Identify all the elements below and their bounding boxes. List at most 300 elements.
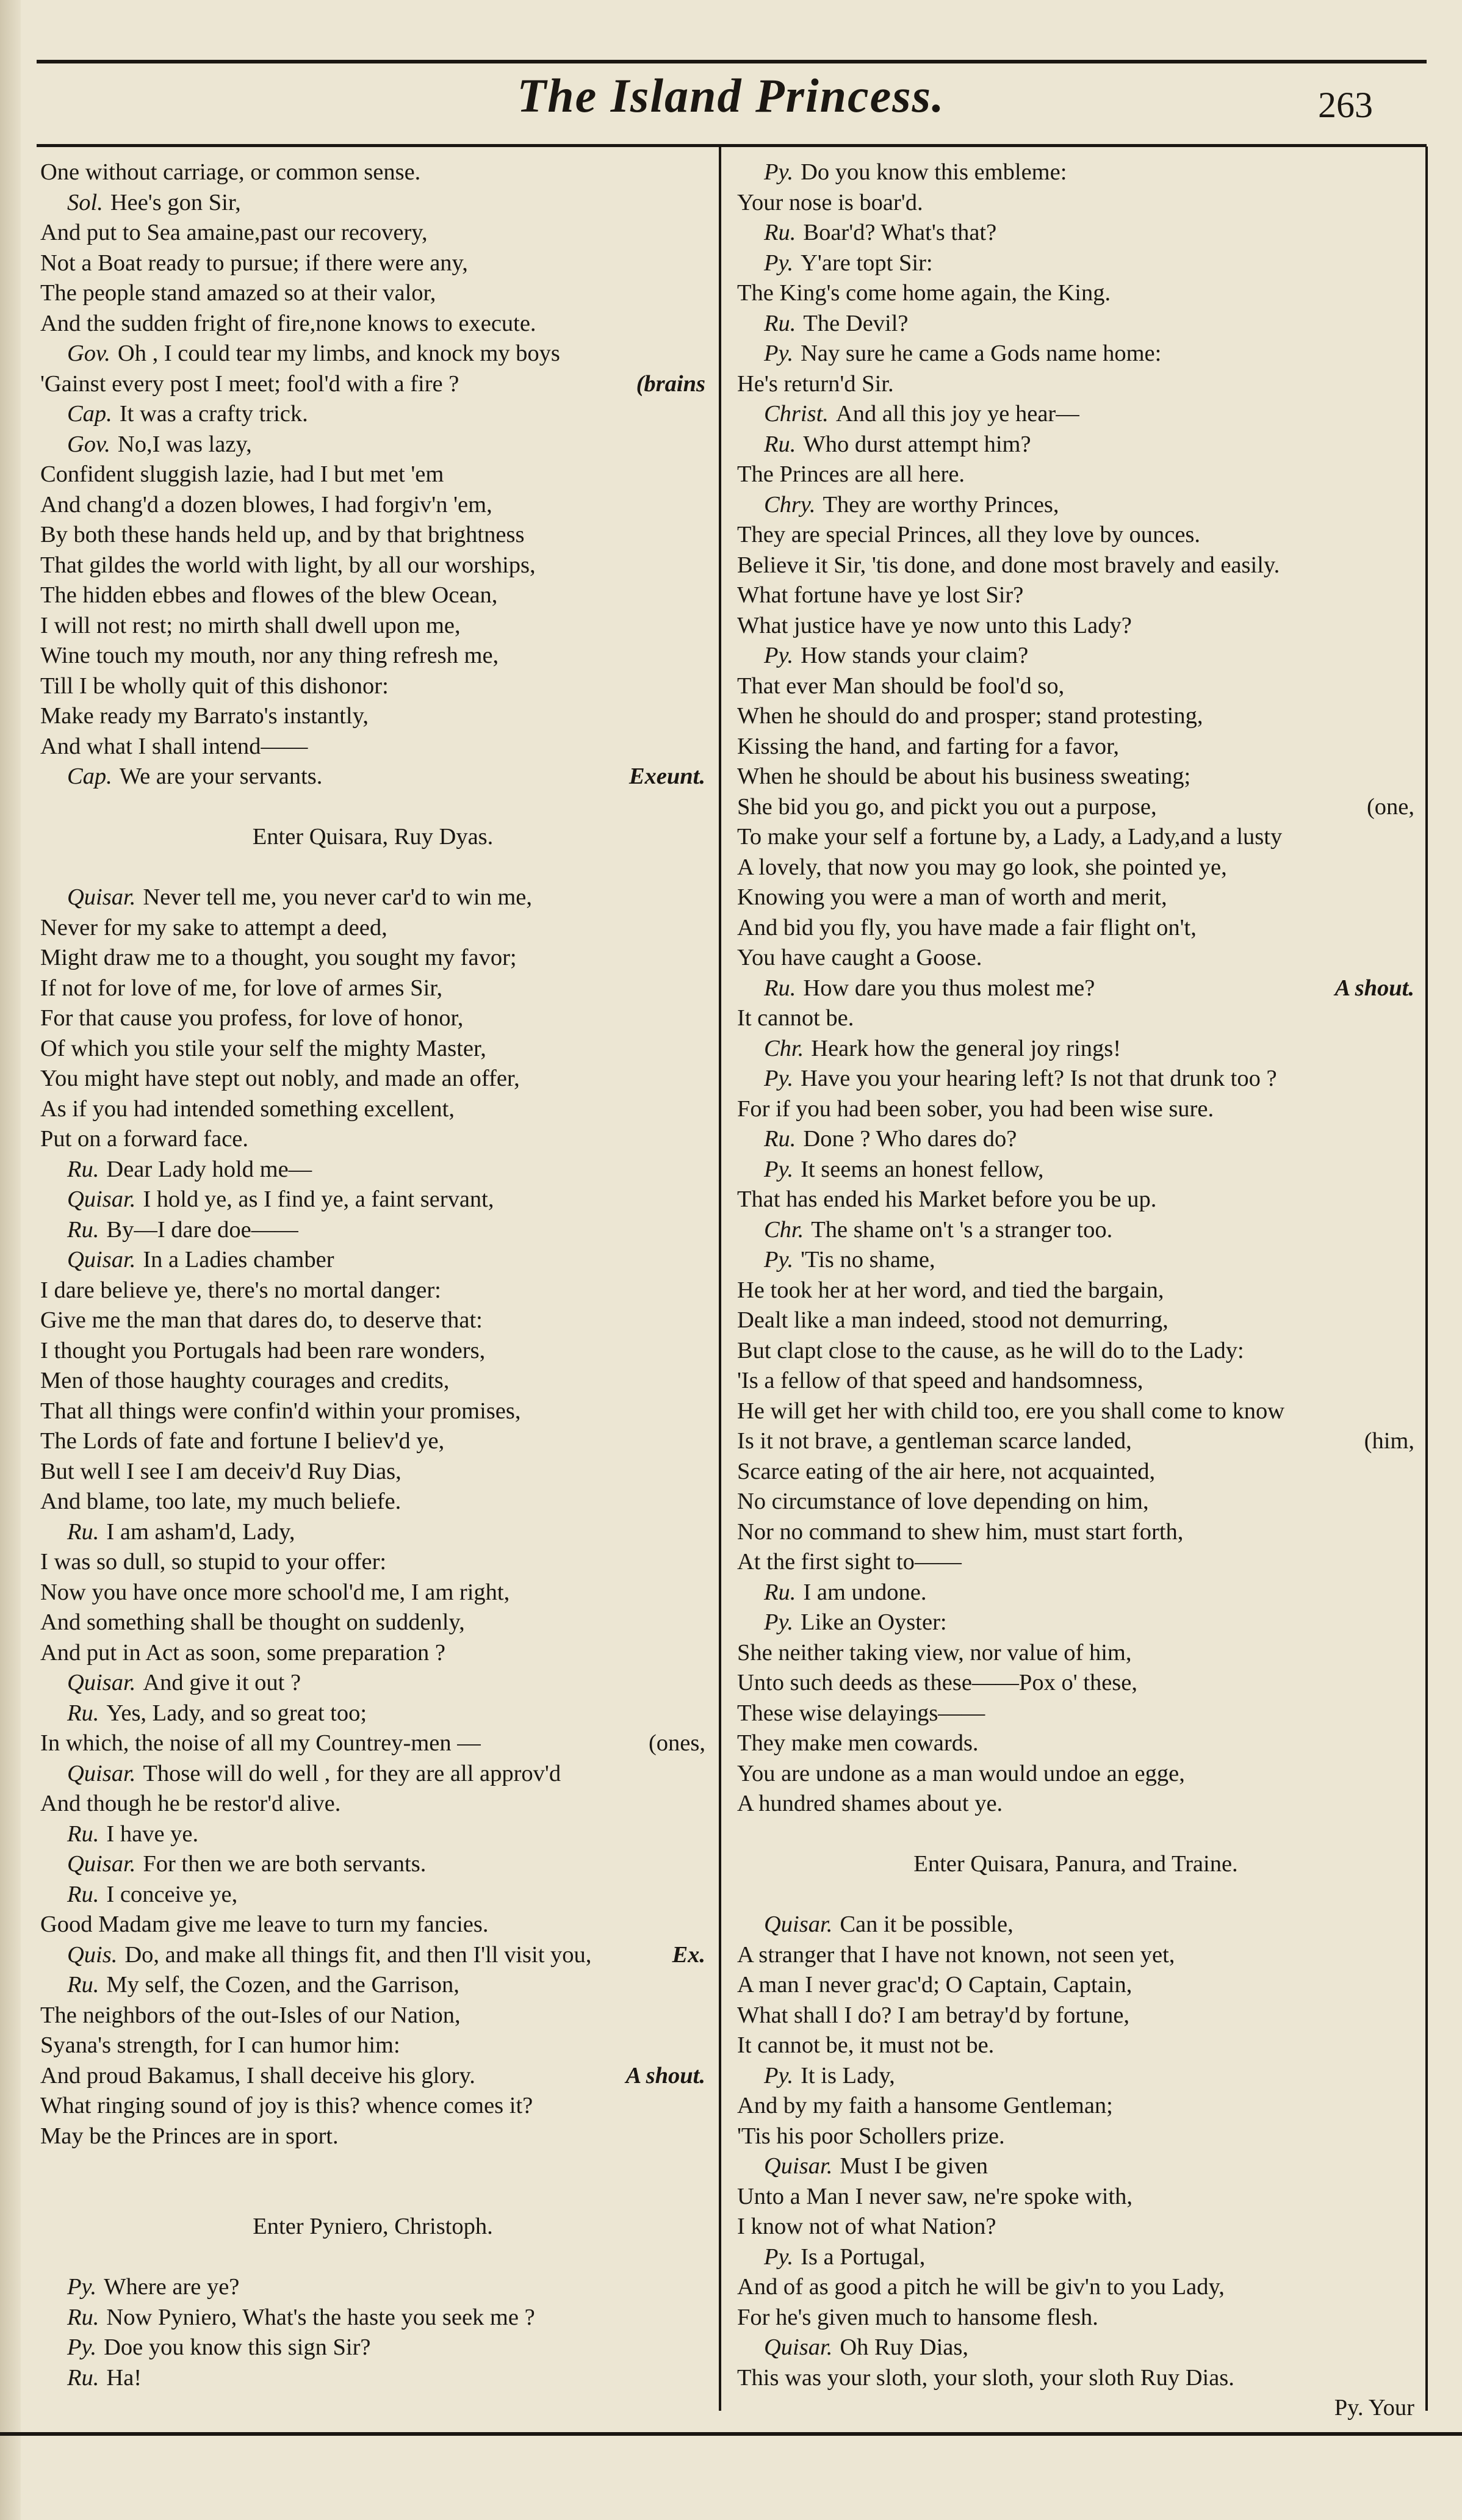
speaker-label: Ru. <box>67 1881 99 1907</box>
verse-line <box>737 1305 1414 1336</box>
dialogue-line <box>737 1155 1414 1185</box>
speaker-label: Chry. <box>764 491 816 518</box>
speaker-label: Cap. <box>67 764 112 789</box>
line-text: I have ye. <box>106 1821 199 1847</box>
speaker-label: Quisar. <box>764 2153 833 2179</box>
verse-line <box>737 369 1414 400</box>
verse-line <box>40 580 705 611</box>
line-text: What shall I do? I am betray'd by fortune, <box>737 2002 1130 2028</box>
line-text: Make ready my Barrato's instantly, <box>40 703 369 729</box>
line-text: To make your self a fortune by, a Lady, a Lady,and a lusty <box>737 824 1283 850</box>
line-text: I was so dull, so stupid to your offer: <box>40 1549 387 1575</box>
line-text: I thought you Portugals had been rare wonders, <box>40 1337 486 1363</box>
blank-line <box>40 2182 705 2212</box>
stage-direction-entrance: Enter Pyniero, Christoph. <box>253 2214 493 2239</box>
speaker-label: Ru. <box>67 2304 99 2330</box>
dialogue-line <box>40 1215 705 1246</box>
speaker-label: Py. <box>67 2334 97 2360</box>
page-number: 263 <box>1318 85 1373 125</box>
dialogue-line <box>40 430 705 460</box>
speaker-label: Py. <box>764 1156 794 1182</box>
line-text: And by my faith a hansome Gentleman; <box>737 2093 1113 2118</box>
speaker-label: Quisar. <box>67 1247 136 1273</box>
verse-line <box>40 1094 705 1125</box>
verse-line <box>40 551 705 581</box>
dialogue-line <box>737 1910 1414 1940</box>
line-text: No circumstance of love depending on him, <box>737 1489 1149 1514</box>
column-divider <box>719 146 721 2411</box>
verse-line <box>737 1728 1414 1759</box>
dialogue-line <box>40 1185 705 1215</box>
line-text: Dealt like a man indeed, stood not demurring, <box>737 1307 1169 1333</box>
speaker-label: Py. <box>764 643 794 668</box>
line-text: But well I see I am deceiv'd Ruy Dias, <box>40 1458 402 1484</box>
line-text: I am undone. <box>803 1579 927 1605</box>
verse-line <box>40 278 705 309</box>
stage-direction-entrance: Enter Quisara, Panura, and Traine. <box>913 1851 1238 1877</box>
line-text: No,I was lazy, <box>117 431 252 457</box>
dialogue-line <box>737 1608 1414 1638</box>
line-text: Never tell me, you never car'd to win me, <box>143 884 533 910</box>
verse-line <box>737 1638 1414 1669</box>
speaker-label: Ru. <box>67 1821 99 1847</box>
dialogue-line <box>40 1517 705 1548</box>
line-text: Put on a forward face. <box>40 1126 249 1152</box>
line-text: And though he be restor'd alive. <box>40 1791 341 1816</box>
line-text: Unto such deeds as these——Pox o' these, <box>737 1670 1137 1695</box>
verse-line <box>40 641 705 671</box>
line-text: The Princes are all here. <box>737 461 965 487</box>
line-text: As if you had intended something excellent, <box>40 1096 455 1122</box>
line-text: Give me the man that dares do, to deserve that: <box>40 1307 483 1333</box>
dialogue-line <box>737 218 1414 248</box>
verse-line <box>40 1336 705 1367</box>
verse-line <box>40 1457 705 1487</box>
speaker-label: Py. <box>764 1247 794 1273</box>
verse-line <box>737 2091 1414 2121</box>
speaker-label: Ru. <box>67 1216 99 1243</box>
verse-line <box>737 2212 1414 2242</box>
line-text: She bid you go, and pickt you out a purpose, <box>737 793 1157 820</box>
verse-line <box>737 701 1414 732</box>
line-text: Done ? Who dares do? <box>803 1126 1017 1152</box>
speaker-label: Quis. <box>67 1941 118 1968</box>
line-text: Nor no command to shew him, must start forth, <box>737 1518 1184 1545</box>
dialogue-line <box>737 1215 1414 1246</box>
verse-line <box>40 309 705 339</box>
line-text: He's return'd Sir. <box>737 370 894 397</box>
line-text: This was your sloth, your sloth, your sloth Ruy Dias. <box>737 2364 1234 2391</box>
verse-line <box>737 1940 1414 1971</box>
line-text: Kissing the hand, and farting for a favor, <box>737 733 1120 759</box>
dialogue-line <box>40 339 705 369</box>
line-text: Do, and make all things fit, and then I'll visit you, <box>124 1941 592 1968</box>
line-text: And of as good a pitch he will be giv'n to you Lady, <box>737 2274 1225 2300</box>
line-text: These wise delayings—— <box>737 1700 985 1726</box>
dialogue-line <box>737 641 1414 671</box>
line-text: Those will do well , for they are all approv'd <box>143 1760 561 1786</box>
verse-line <box>737 188 1414 218</box>
dialogue-line <box>737 2333 1414 2363</box>
line-text: For if you had been sober, you had been wise sure. <box>737 1096 1214 1122</box>
line-text: It cannot be. <box>737 1005 854 1031</box>
speaker-label: Quisar. <box>67 884 136 910</box>
dialogue-line <box>40 1819 705 1850</box>
line-text: A hundred shames about ye. <box>737 1791 1003 1816</box>
line-text: That has ended his Market before you be up. <box>737 1186 1157 1212</box>
verse-line <box>737 2363 1414 2394</box>
dialogue-line <box>40 1759 705 1789</box>
verse-line <box>40 913 705 944</box>
verse-line <box>737 1789 1414 1819</box>
speaker-label: Py. <box>764 2244 794 2270</box>
verse-line <box>737 1517 1414 1548</box>
line-text: Doe you know this sign Sir? <box>104 2334 371 2360</box>
verse-line <box>40 732 705 762</box>
dialogue-line <box>737 1034 1414 1064</box>
turnover-text: Py. Your <box>1334 2395 1414 2421</box>
stage-direction-margin: Exeunt. <box>628 764 705 789</box>
verse-line <box>737 1547 1414 1578</box>
line-text: Now Pyniero, What's the haste you seek me ? <box>106 2304 535 2330</box>
speaker-label: Chr. <box>764 1035 804 1061</box>
dialogue-line <box>737 309 1414 339</box>
verse-line <box>737 943 1414 973</box>
line-text: She neither taking view, nor value of him, <box>737 1639 1132 1666</box>
verse-line <box>40 1728 705 1759</box>
stage-direction-margin: A shout. <box>1334 975 1414 1001</box>
footer-rule <box>0 2432 1462 2436</box>
speaker-label: Py. <box>764 2062 794 2089</box>
speaker-label: Quisar. <box>67 1851 136 1877</box>
line-text: Can it be possible, <box>840 1912 1014 1937</box>
verse-line <box>40 2061 705 2092</box>
line-text: Unto a Man I never saw, ne're spoke with, <box>737 2183 1133 2209</box>
verse-line <box>40 1426 705 1457</box>
verse-line <box>40 1789 705 1819</box>
line-text: The hidden ebbes and flowes of the blew Ocean, <box>40 582 498 608</box>
line-text: He will get her with child too, ere you shall come to know <box>737 1398 1285 1424</box>
speaker-label: Quisar. <box>764 1912 833 1937</box>
line-text: It is Lady, <box>801 2062 895 2089</box>
verse-line <box>40 490 705 521</box>
line-text: How dare you thus molest me? <box>803 975 1095 1001</box>
verse-line <box>737 822 1414 853</box>
page-header-title: The Island Princess. <box>517 69 945 122</box>
line-text: Oh Ruy Dias, <box>840 2334 969 2360</box>
line-text: When he should do and prosper; stand protesting, <box>737 703 1203 729</box>
verse-line <box>737 2303 1414 2333</box>
dialogue-line <box>737 973 1414 1004</box>
line-text: The people stand amazed so at their valor, <box>40 280 436 306</box>
verse-line <box>737 1759 1414 1789</box>
line-text: 'Tis no shame, <box>801 1247 935 1273</box>
line-text: And something shall be thought on suddenly, <box>40 1609 465 1635</box>
line-text: They are worthy Princes, <box>823 491 1059 518</box>
line-text: And put to Sea amaine,past our recovery, <box>40 220 428 245</box>
dialogue-line <box>40 399 705 430</box>
speaker-label: Quisar. <box>67 1760 136 1786</box>
line-text: Good Madam give me leave to turn my fancies. <box>40 1912 489 1937</box>
dialogue-line <box>737 399 1414 430</box>
line-text: That all things were confin'd within your promises, <box>40 1398 521 1424</box>
blank-line <box>40 792 705 823</box>
verse-line <box>40 2001 705 2031</box>
line-text: Confident sluggish lazie, had I but met 'em <box>40 461 444 487</box>
line-text: He took her at her word, and tied the bargain, <box>737 1277 1164 1303</box>
line-text: Heark how the general joy rings! <box>811 1035 1122 1061</box>
blank-line <box>40 853 705 883</box>
speaker-label: Gov. <box>67 341 110 366</box>
line-text: They make men cowards. <box>737 1730 979 1756</box>
line-text: The shame on't 's a stranger too. <box>811 1216 1113 1243</box>
speaker-label: Quisar. <box>764 2334 833 2360</box>
line-text: Till I be wholly quit of this dishonor: <box>40 673 389 699</box>
line-text: When he should be about his business sweating; <box>737 764 1191 789</box>
verse-line <box>737 2121 1414 2152</box>
verse-line <box>737 1970 1414 2001</box>
line-text: 'Gainst every post I meet; fool'd with a fire ? <box>40 370 459 397</box>
line-text: And blame, too late, my much beliefe. <box>40 1489 402 1514</box>
turnover-text: (him, <box>1364 1428 1414 1454</box>
verse-line <box>737 460 1414 490</box>
verse-line <box>40 1578 705 1608</box>
speaker-label: Ru. <box>67 1972 99 1998</box>
line-text: Of which you stile your self the mighty Master, <box>40 1035 486 1061</box>
verse-line <box>40 1910 705 1940</box>
line-text: And proud Bakamus, I shall deceive his glory. <box>40 2062 475 2089</box>
line-text: Like an Oyster: <box>801 1609 947 1635</box>
dialogue-line <box>40 1970 705 2001</box>
dialogue-line <box>40 2303 705 2333</box>
line-text: Men of those haughty courages and credits, <box>40 1368 450 1393</box>
line-text: The Lords of fate and fortune I believ'd ye, <box>40 1428 445 1454</box>
dialogue-line <box>40 2363 705 2394</box>
dialogue-line <box>737 339 1414 369</box>
verse-line <box>40 671 705 702</box>
verse-line <box>737 520 1414 551</box>
line-text: 'Tis his poor Schollers prize. <box>737 2123 1005 2149</box>
speaker-label: Ru. <box>764 975 796 1001</box>
verse-line <box>40 520 705 551</box>
verse-line <box>737 1668 1414 1699</box>
verse-line <box>40 2031 705 2061</box>
speaker-label: Gov. <box>67 431 110 457</box>
speaker-label: Cap. <box>67 401 112 427</box>
speaker-label: Ru. <box>764 1579 796 1605</box>
line-text: The Devil? <box>803 310 909 336</box>
line-text: Knowing you were a man of worth and merit, <box>737 884 1167 910</box>
blank-line <box>737 1880 1414 1910</box>
line-text: Might draw me to a thought, you sought my favor; <box>40 945 517 970</box>
verse-line <box>737 2393 1414 2424</box>
speaker-label: Sol. <box>67 189 103 215</box>
dialogue-line <box>737 1578 1414 1608</box>
line-text: Who durst attempt him? <box>803 431 1031 457</box>
dialogue-line <box>737 2061 1414 2092</box>
verse-line <box>40 1305 705 1336</box>
header-bottom-rule <box>37 144 1427 147</box>
dialogue-line <box>737 1124 1414 1155</box>
verse-line <box>40 1003 705 1034</box>
dialogue-line <box>737 1064 1414 1094</box>
speaker-label: Py. <box>764 341 794 366</box>
line-text: And give it out ? <box>143 1670 301 1695</box>
speaker-label: Ru. <box>764 1126 796 1152</box>
dialogue-line <box>737 2151 1414 2182</box>
line-text: I conceive ye, <box>106 1881 238 1907</box>
line-text: My self, the Cozen, and the Garrison, <box>106 1972 459 1998</box>
line-text: And put in Act as soon, some preparation ? <box>40 1639 445 1666</box>
speaker-label: Py. <box>764 1609 794 1635</box>
verse-line <box>737 792 1414 823</box>
line-text: One without carriage, or common sense. <box>40 159 421 185</box>
line-text: Wine touch my mouth, nor any thing refresh me, <box>40 643 499 668</box>
verse-line <box>40 943 705 973</box>
line-text: It seems an honest fellow, <box>801 1156 1044 1182</box>
line-text: It cannot be, it must not be. <box>737 2032 995 2058</box>
verse-line <box>737 671 1414 702</box>
verse-line <box>737 1336 1414 1367</box>
dialogue-line <box>737 157 1414 188</box>
line-text: I know not of what Nation? <box>737 2214 996 2239</box>
verse-line <box>737 732 1414 762</box>
verse-line <box>40 248 705 279</box>
line-text: I hold ye, as I find ye, a faint servant, <box>143 1186 494 1212</box>
verse-line <box>40 1366 705 1396</box>
line-text: How stands your claim? <box>801 643 1029 668</box>
dialogue-line <box>40 1155 705 1185</box>
speaker-label: Ru. <box>764 220 796 245</box>
verse-line <box>737 2272 1414 2303</box>
line-text: Do you know this embleme: <box>801 159 1067 185</box>
verse-line <box>737 1185 1414 1215</box>
verse-line <box>737 551 1414 581</box>
verse-line <box>737 1426 1414 1457</box>
verse-line <box>40 1276 705 1306</box>
stage-direction-margin: (brains <box>636 370 705 397</box>
dialogue-line <box>40 1245 705 1276</box>
line-text: What justice have ye now unto this Lady? <box>737 612 1132 638</box>
blank-line <box>40 2242 705 2273</box>
dialogue-line <box>40 1699 705 1729</box>
dialogue-line <box>737 490 1414 521</box>
line-text: I dare believe ye, there's no mortal danger: <box>40 1277 441 1303</box>
line-text: I am asham'd, Lady, <box>106 1518 295 1545</box>
line-text: Syana's strength, for I can humor him: <box>40 2032 400 2058</box>
line-text: In a Ladies chamber <box>143 1247 334 1273</box>
speaker-label: Py. <box>67 2274 97 2300</box>
line-text: And chang'd a dozen blowes, I had forgiv'n 'em, <box>40 491 492 518</box>
speaker-label: Ru. <box>764 310 796 336</box>
speaker-label: Ru. <box>67 1518 99 1545</box>
dialogue-line <box>737 2242 1414 2273</box>
line-text: By both these hands held up, and by that brightness <box>40 522 525 547</box>
left-text-column <box>40 157 705 2393</box>
blank-line <box>40 2151 705 2182</box>
verse-line <box>737 278 1414 309</box>
line-text: Oh , I could tear my limbs, and knock my boys <box>117 341 560 366</box>
line-text: Must I be given <box>840 2153 988 2179</box>
line-text: What fortune have ye lost Sir? <box>737 582 1024 608</box>
speaker-label: Quisar. <box>67 1186 136 1212</box>
line-text: Believe it Sir, 'tis done, and done most bravely and easily. <box>737 552 1280 578</box>
right-text-column <box>737 157 1414 2424</box>
verse-line <box>40 218 705 248</box>
stage-direction-margin: A shout. <box>625 2062 705 2089</box>
line-text: Is a Portugal, <box>801 2244 926 2270</box>
verse-line <box>40 1608 705 1638</box>
turnover-text: (ones, <box>648 1730 705 1756</box>
line-text: Now you have once more school'd me, I am right, <box>40 1579 510 1605</box>
verse-line <box>40 157 705 188</box>
verse-line <box>737 883 1414 913</box>
speaker-label: Ru. <box>67 1156 99 1182</box>
dialogue-line <box>737 1245 1414 1276</box>
line-text: Your nose is boar'd. <box>737 189 923 215</box>
blank-line <box>737 1819 1414 1850</box>
line-text: It was a crafty trick. <box>119 401 308 427</box>
verse-line <box>737 1366 1414 1396</box>
verse-line <box>737 1003 1414 1034</box>
dialogue-line <box>40 883 705 913</box>
line-text: You have caught a Goose. <box>737 945 982 970</box>
verse-line <box>40 2091 705 2121</box>
book-spine-shadow <box>0 0 21 2520</box>
dialogue-line <box>40 1849 705 1880</box>
speaker-label: Ru. <box>764 431 796 457</box>
speaker-label: Ru. <box>67 2364 99 2391</box>
line-text: Y'are topt Sir: <box>801 250 933 276</box>
line-text: May be the Princes are in sport. <box>40 2123 339 2149</box>
verse-line <box>40 1034 705 1064</box>
verse-line <box>737 1699 1414 1729</box>
verse-line <box>40 1638 705 1669</box>
header-top-rule <box>37 60 1427 63</box>
line-text: Where are ye? <box>104 2274 240 2300</box>
verse-line <box>737 1396 1414 1427</box>
verse-line <box>40 611 705 641</box>
verse-line <box>737 1487 1414 1517</box>
verse-line <box>40 460 705 490</box>
line-text: And all this joy ye hear— <box>835 401 1079 427</box>
line-text: Is it not brave, a gentleman scarce landed, <box>737 1428 1132 1454</box>
verse-line <box>737 1276 1414 1306</box>
line-text: Boar'd? What's that? <box>803 220 997 245</box>
line-text: Scarce eating of the air here, not acquainted, <box>737 1458 1156 1484</box>
line-text: Never for my sake to attempt a deed, <box>40 914 387 940</box>
line-text: The King's come home again, the King. <box>737 280 1111 306</box>
line-text: And what I shall intend—— <box>40 733 308 759</box>
verse-line <box>737 611 1414 641</box>
line-text: A man I never grac'd; O Captain, Captain, <box>737 1972 1133 1998</box>
speaker-label: Quisar. <box>67 1670 136 1695</box>
line-text: The neighbors of the out-Isles of our Nation, <box>40 2002 461 2028</box>
verse-line <box>737 1094 1414 1125</box>
verse-line <box>40 1487 705 1517</box>
verse-line <box>737 1457 1414 1487</box>
verse-line <box>40 1396 705 1427</box>
dialogue-line <box>40 188 705 218</box>
verse-line <box>737 2031 1414 2061</box>
line-text: Yes, Lady, and so great too; <box>106 1700 367 1726</box>
line-text: For then we are both servants. <box>143 1851 427 1877</box>
speaker-label: Py. <box>764 250 794 276</box>
dialogue-line <box>40 1940 705 1971</box>
stage-direction-entrance: Enter Quisara, Ruy Dyas. <box>252 824 494 850</box>
line-text: I will not rest; no mirth shall dwell upon me, <box>40 612 461 638</box>
dialogue-line <box>737 248 1414 279</box>
